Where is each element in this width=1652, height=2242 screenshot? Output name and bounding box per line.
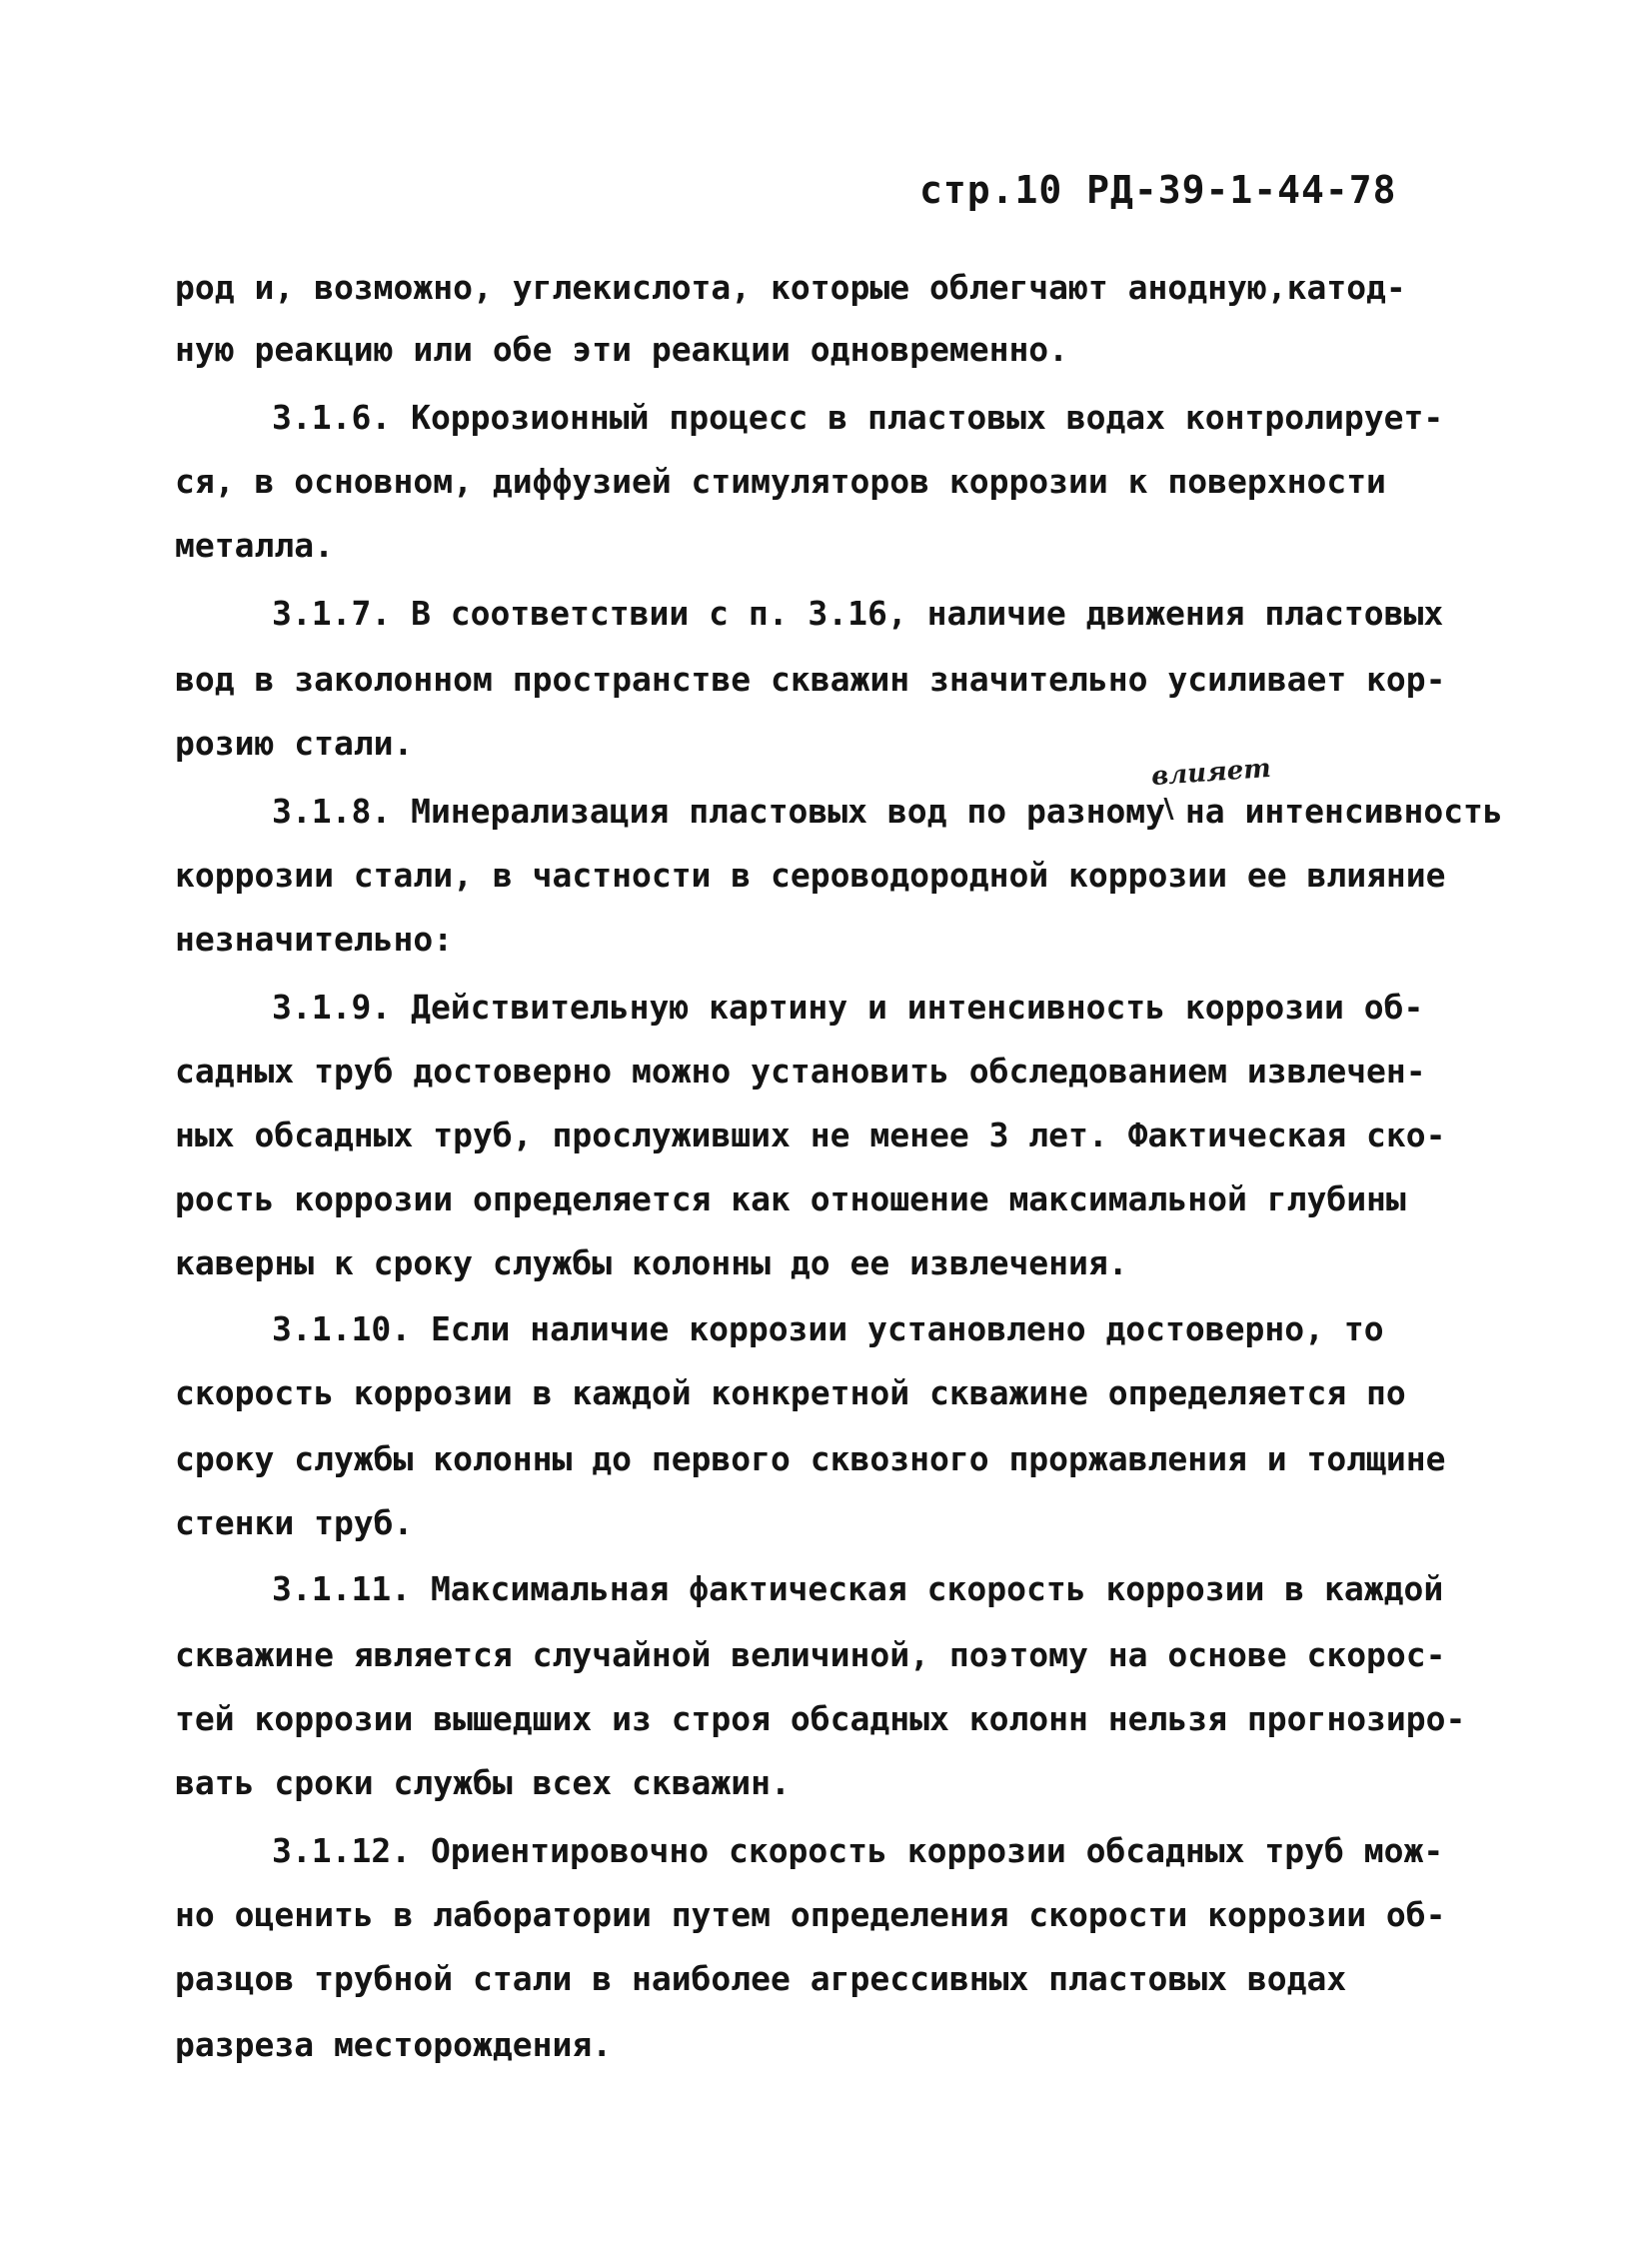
text-line: скважине является случайной величиной, поэтому на основе скорос- [175, 1635, 1446, 1674]
text-line: разреза месторождения. [175, 2025, 613, 2064]
text-line: род и, возможно, углекислота, которые облегчают анодную,катод- [175, 268, 1406, 307]
paragraph-3-1-12: 3.1.12. Ориентировочно скорость коррозии обсадных труб мож- [272, 1831, 1444, 1870]
paragraph-3-1-7: 3.1.7. В соответствии с п. 3.16, наличие движения пластовых [272, 594, 1444, 633]
text-line: тей коррозии вышедших из строя обсадных колонн нельзя прогнозиро- [175, 1699, 1466, 1738]
text-line: стенки труб. [175, 1503, 414, 1542]
text-line: скорость коррозии в каждой конкретной скважине определяется по [175, 1373, 1406, 1412]
text-line: сроку службы колонны до первого сквозного проржавления и толщине [175, 1439, 1446, 1478]
paragraph-3-1-9: 3.1.9. Действительную картину и интенсивность коррозии об- [272, 988, 1424, 1027]
text-line: садных труб достоверно можно установить обследованием извлечен- [175, 1052, 1426, 1091]
text-line: коррозии стали, в частности в сероводородной коррозии ее влияние [175, 856, 1446, 895]
paragraph-3-1-10: 3.1.10. Если наличие коррозии установлено достоверно, то [272, 1309, 1384, 1348]
text-line: но оценить в лаборатории путем определения скорости коррозии об- [175, 1895, 1446, 1934]
text-line: металла. [175, 526, 334, 565]
text-line: вод в заколонном пространстве скважин значительно усиливает кор- [175, 660, 1446, 699]
page-header: стр.10 РД-39-1-44-78 [919, 168, 1397, 212]
text-line: ных обсадных труб, прослуживших не менее 3 лет. Фактическая ско- [175, 1116, 1446, 1154]
text-line: ную реакцию или обе эти реакции одновременно. [175, 330, 1069, 369]
paragraph-3-1-11: 3.1.11. Максимальная фактическая скорость коррозии в каждой [272, 1569, 1444, 1608]
text-line: ся, в основном, диффузией стимуляторов коррозии к поверхности [175, 462, 1386, 501]
paragraph-3-1-6: 3.1.6. Коррозионный процесс в пластовых водах контролирует- [272, 398, 1444, 437]
text-line: каверны к сроку службы колонны до ее извлечения. [175, 1243, 1128, 1282]
handwritten-annotation: влияет [1150, 753, 1272, 793]
text-line: вать сроки службы всех скважин. [175, 1763, 791, 1802]
text-line: рость коррозии определяется как отношение максимальной глубины [175, 1179, 1406, 1218]
paragraph-3-1-8: 3.1.8. Минерализация пластовых вод по разному на интенсивность [272, 792, 1503, 831]
text-line: розию стали. [175, 724, 414, 763]
text-line: незначительно: [175, 920, 454, 959]
text-line: разцов трубной стали в наиболее агрессивных пластовых водах [175, 1959, 1347, 1998]
